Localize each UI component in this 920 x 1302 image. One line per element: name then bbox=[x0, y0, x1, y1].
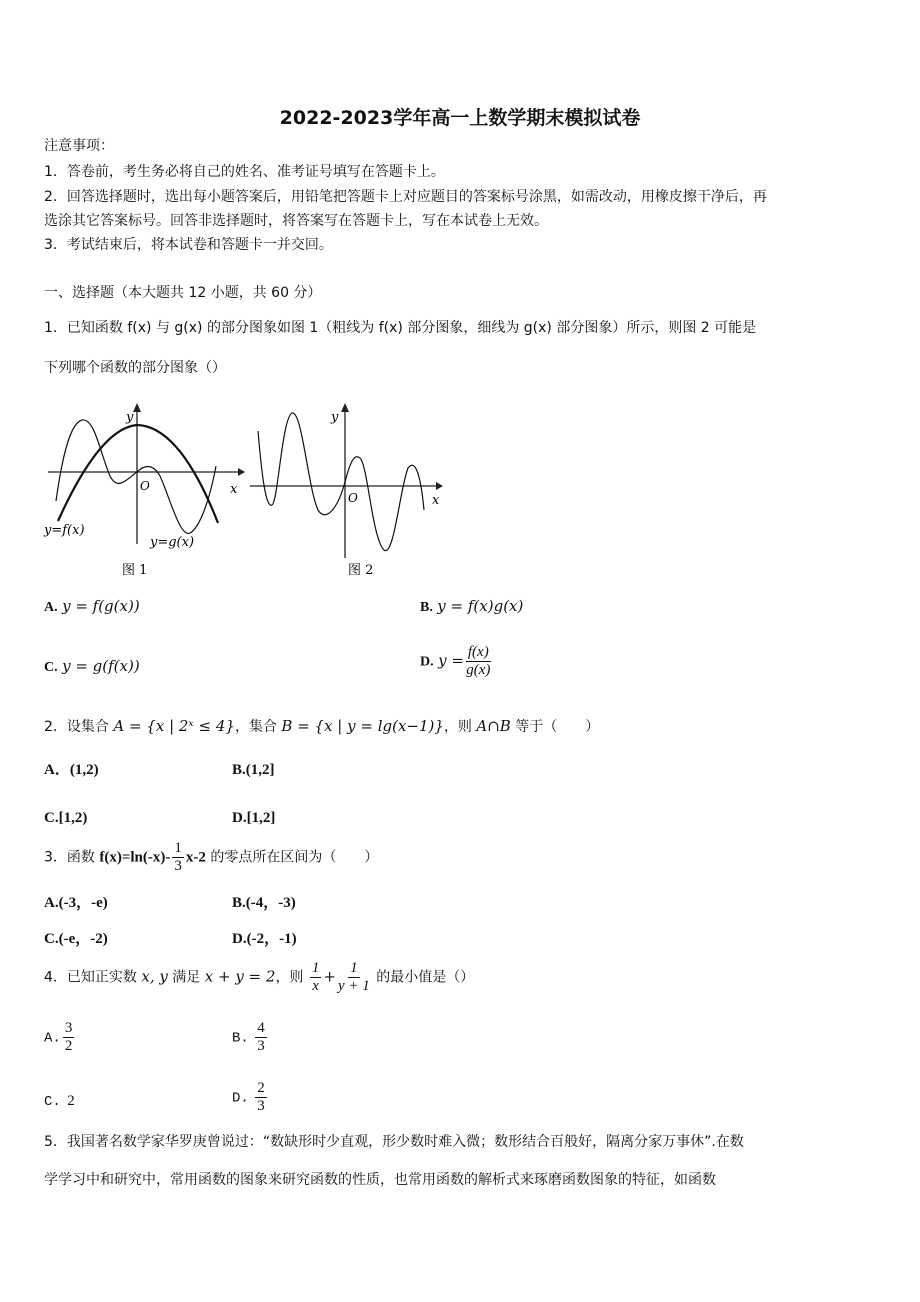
q4-option-c[interactable]: C. 2 bbox=[44, 1092, 75, 1110]
f-curve bbox=[58, 425, 218, 523]
q5-stem-cont: 学学习中和研究中，常用函数的图象来研究函数的性质，也常用函数的解析式来琢磨函数图象的特征，如函数 bbox=[44, 1172, 716, 1188]
q4-option-b[interactable]: B. $\frac{4}{3}$ bbox=[232, 1020, 265, 1054]
note-item: 3．考试结束后，将本试卷和答题卡一并交回。 bbox=[44, 237, 333, 253]
q2-option-c[interactable]: C.[1,2) bbox=[44, 810, 88, 826]
x-label: x bbox=[230, 482, 238, 497]
figure-1 bbox=[40, 398, 245, 580]
q1-option-c[interactable]: C. y = g(f(x)) bbox=[44, 657, 140, 675]
figure-2 bbox=[248, 398, 448, 580]
q2-option-a[interactable]: A．(1,2) bbox=[44, 762, 99, 778]
q3-option-a[interactable]: A.(-3，-e) bbox=[44, 895, 108, 911]
svg-text:O: O bbox=[348, 491, 358, 505]
q3-option-c[interactable]: C.(-e，-2) bbox=[44, 931, 108, 947]
page-title: 2022-2023学年高一上数学期末模拟试卷 bbox=[279, 107, 641, 129]
q4-option-d[interactable]: D. $\frac{2}{3}$ bbox=[232, 1080, 265, 1114]
curve bbox=[258, 413, 424, 551]
q4-option-a[interactable]: A. $\frac{3}{2}$ bbox=[44, 1020, 73, 1054]
q2-option-b[interactable]: B.(1,2] bbox=[232, 762, 275, 778]
notes-heading: 注意事项： bbox=[44, 138, 114, 154]
figure-caption: 图 2 bbox=[348, 563, 374, 578]
q2-stem: 2．设集合 A = {x | 2ˣ ≤ 4}，集合 B = {x | y = lg(x−1)}，则 A∩B 等于（ ） bbox=[44, 717, 600, 735]
q1-stem-cont: 下列哪个函数的部分图象（） bbox=[44, 360, 226, 376]
svg-text:x: x bbox=[432, 493, 440, 508]
q3-stem: 3．函数 f(x)=ln(-x)- $\frac{1}{3}$ x-2 的零点所在区间为（ ） bbox=[44, 840, 379, 874]
q3-option-d[interactable]: D.(-2，-1) bbox=[232, 931, 297, 947]
origin-label: O bbox=[140, 479, 150, 493]
svg-text:y: y bbox=[331, 410, 339, 425]
q1-option-d[interactable]: D. y = $\frac{f(x)}{g(x)}$ bbox=[420, 644, 491, 678]
f-label: y=f(x) bbox=[44, 523, 85, 538]
y-label: y bbox=[126, 410, 134, 425]
q1-stem: 1．已知函数 f(x) 与 g(x) 的部分图象如图 1（粗线为 f(x) 部分图象，细线为 g(x) 部分图象）所示，则图 2 可能是 bbox=[44, 320, 757, 336]
q3-option-b[interactable]: B.(-4，-3) bbox=[232, 895, 296, 911]
q2-option-d[interactable]: D.[1,2] bbox=[232, 810, 276, 826]
note-item: 1．答卷前，考生务必将自己的姓名、准考证号填写在答题卡上。 bbox=[44, 164, 445, 180]
figure-caption: 图 1 bbox=[122, 563, 148, 578]
note-item: 选涂其它答案标号。回答非选择题时，将答案写在答题卡上，写在本试卷上无效。 bbox=[44, 213, 548, 229]
note-item: 2．回答选择题时，选出每小题答案后，用铅笔把答题卡上对应题目的答案标号涂黑，如需改动，用橡皮擦干净后，再 bbox=[44, 189, 767, 205]
q4-stem: 4．已知正实数 x, y 满足 x + y = 2，则 $\frac{1}{x}$ + $\frac{1}{y + 1}$ 的最小值是（） bbox=[44, 960, 475, 994]
q5-stem: 5．我国著名数学家华罗庚曾说过：“数缺形时少直观，形少数时难入微；数形结合百般好，隔离分家万事休”.在数 bbox=[44, 1134, 744, 1150]
q1-option-b[interactable]: B. y = f(x)g(x) bbox=[420, 597, 524, 615]
q1-option-a[interactable]: A. y = f(g(x)) bbox=[44, 597, 140, 615]
g-label: y=g(x) bbox=[150, 535, 195, 550]
section-heading: 一、选择题（本大题共 12 小题，共 60 分） bbox=[44, 285, 322, 301]
